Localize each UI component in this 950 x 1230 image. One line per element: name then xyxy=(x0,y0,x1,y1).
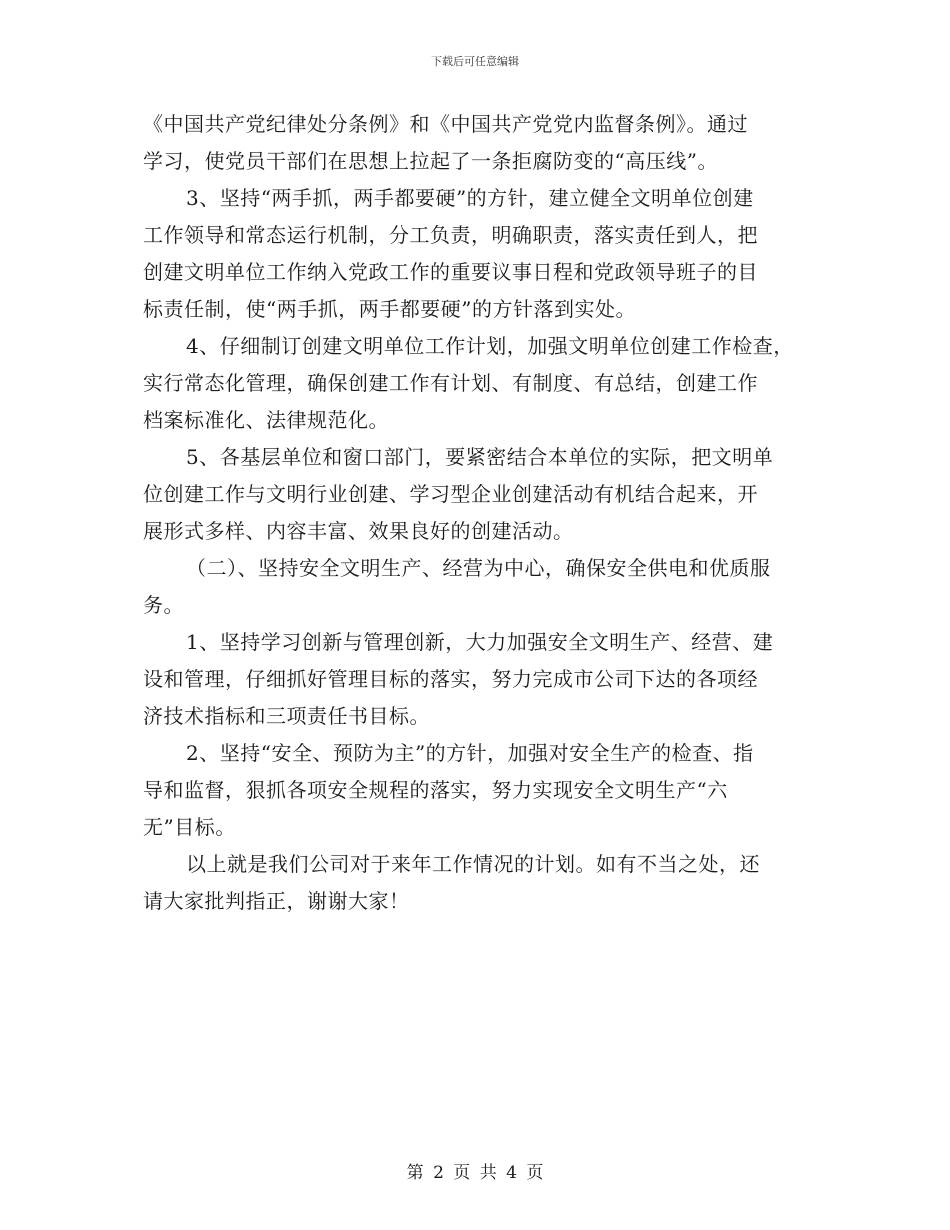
body-line: 1、坚持学习创新与管理创新，大力加强安全文明生产、经营、建 xyxy=(186,630,774,654)
body-line: 位创建工作与文明行业创建、学习型企业创建活动有机结合起来，开 xyxy=(143,482,758,506)
body-line: 3、坚持“两手抓，两手都要硬”的方针，建立健全文明单位创建 xyxy=(186,186,754,210)
body-line: 5、各基层单位和窗口部门，要紧密结合本单位的实际，把文明单 xyxy=(186,445,774,469)
body-line: 以上就是我们公司对于来年工作情况的计划。如有不当之处，还 xyxy=(186,852,760,876)
document-body xyxy=(143,106,813,920)
body-line: 展形式多样、内容丰富、效果良好的创建活动。 xyxy=(143,519,574,543)
body-line: 2、坚持“安全、预防为主”的方针，加强对安全生产的检查、指 xyxy=(186,741,754,765)
body-line: 请大家批判指正，谢谢大家！ xyxy=(143,889,410,913)
body-line: 导和监督，狠抓各项安全规程的落实，努力实现安全文明生产“六 xyxy=(143,778,728,802)
body-line: 档案标准化、法律规范化。 xyxy=(143,408,389,432)
body-line: 4、仔细制订创建文明单位工作计划，加强文明单位创建工作检查， xyxy=(186,334,794,358)
body-line: 务。 xyxy=(143,593,184,617)
body-line: 学习，使党员干部们在思想上拉起了一条拒腐防变的“高压线”。 xyxy=(143,149,718,173)
body-line: 设和管理，仔细抓好管理目标的落实，努力完成市公司下达的各项经 xyxy=(143,667,758,691)
body-line: 实行常态化管理，确保创建工作有计划、有制度、有总结，创建工作 xyxy=(143,371,758,395)
page-number: 第 2 页 共 4 页 xyxy=(406,1163,544,1183)
page-header-note: 下载后可任意编辑 xyxy=(431,55,519,68)
body-line: 《中国共产党纪律处分条例》和《中国共产党党内监督条例》。通过 xyxy=(143,112,748,136)
body-line: 创建文明单位工作纳入党政工作的重要议事日程和党政领导班子的目 xyxy=(143,260,758,284)
body-line: 无”目标。 xyxy=(143,815,236,839)
body-line: （二）、坚持安全文明生产、经营为中心，确保安全供电和优质服 xyxy=(186,556,771,580)
body-line: 工作领导和常态运行机制，分工负责，明确职责，落实责任到人，把 xyxy=(143,223,758,247)
body-line: 济技术指标和三项责任书目标。 xyxy=(143,704,430,728)
body-line: 标责任制，使“两手抓，两手都要硬”的方针落到实处。 xyxy=(143,297,636,321)
